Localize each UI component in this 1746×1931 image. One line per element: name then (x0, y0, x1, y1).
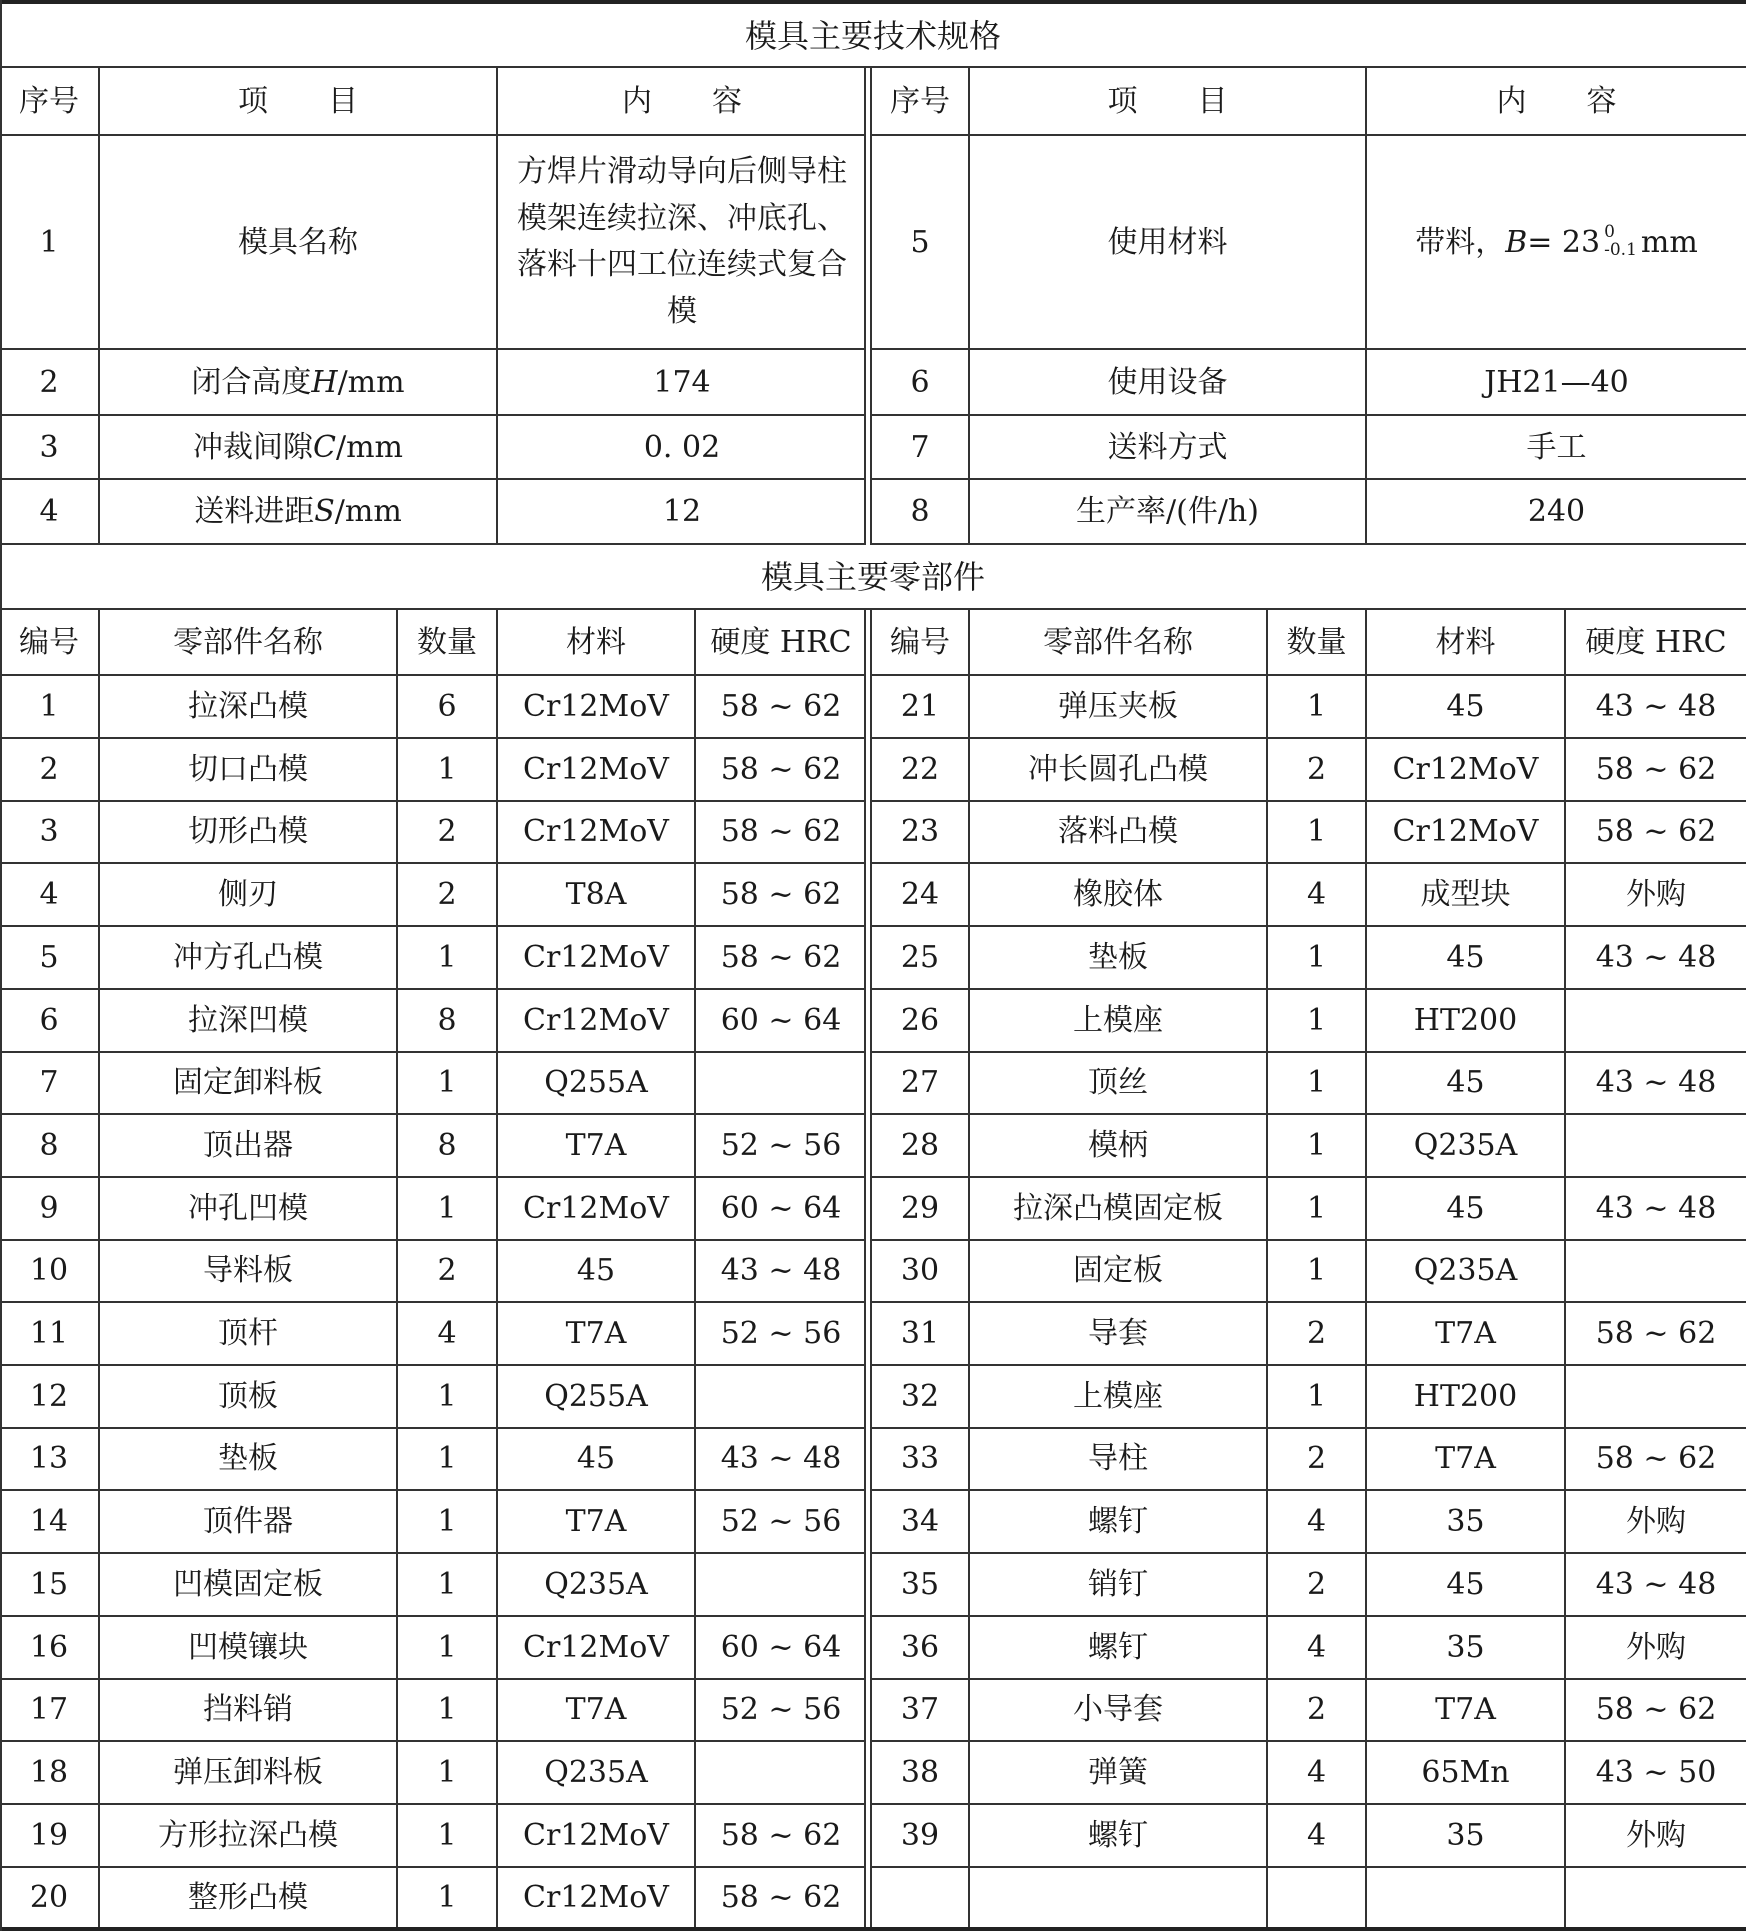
parts-cell: 外购 (1566, 1617, 1746, 1680)
parts-cell: 垫板 (970, 927, 1268, 990)
spec-header-cell: 内 容 (1367, 68, 1746, 136)
material-unit: mm (1640, 224, 1698, 260)
parts-cell: 1 (398, 1617, 498, 1680)
parts-cell: 6 (398, 676, 498, 739)
parts-cell: 35 (872, 1554, 970, 1617)
parts-cell: T7A (498, 1115, 696, 1178)
parts-cell: 导套 (970, 1303, 1268, 1366)
spec-value: 174 (498, 350, 866, 416)
spec-header-cell: 序号 (872, 68, 970, 136)
material-prefix: 带料， (1415, 224, 1506, 260)
parts-cell: 39 (872, 1805, 970, 1868)
parts-cell: 58 ~ 62 (696, 864, 866, 927)
parts-cell: 17 (0, 1679, 100, 1742)
parts-cell: 43 ~ 48 (1566, 676, 1746, 739)
parts-cell: Cr12MoV (498, 1867, 696, 1927)
parts-cell (1367, 1867, 1566, 1927)
spec-header-cell: 项 目 (100, 68, 498, 136)
parts-cell: 60 ~ 64 (696, 1617, 866, 1680)
parts-cell: 65Mn (1367, 1742, 1566, 1805)
parts-cell: 弹簧 (970, 1742, 1268, 1805)
parts-cell: 35 (1367, 1617, 1566, 1680)
spec-item: 模具名称 (100, 136, 498, 350)
parts-cell: 26 (872, 990, 970, 1053)
parts-cell: HT200 (1367, 990, 1566, 1053)
parts-cell: 36 (872, 1617, 970, 1680)
parts-cell: 弹压卸料板 (100, 1742, 398, 1805)
parts-cell: 45 (1367, 1178, 1566, 1241)
parts-cell: 外购 (1566, 1805, 1746, 1868)
parts-header-cell: 零部件名称 (970, 610, 1268, 676)
parts-cell: 43 ~ 48 (1566, 1554, 1746, 1617)
spec-value: JH21—40 (1367, 350, 1746, 416)
parts-cell: 18 (0, 1742, 100, 1805)
parts-cell (1268, 1867, 1367, 1927)
parts-cell: 2 (1268, 1303, 1367, 1366)
parts-cell (1566, 1115, 1746, 1178)
parts-cell: 弹压夹板 (970, 676, 1268, 739)
parts-cell: 固定卸料板 (100, 1052, 398, 1115)
parts-cell: 方形拉深凸模 (100, 1805, 398, 1868)
parts-cell: 12 (0, 1366, 100, 1429)
parts-cell: 外购 (1566, 1491, 1746, 1554)
parts-cell: 10 (0, 1240, 100, 1303)
spec-header-cell: 序号 (0, 68, 100, 136)
parts-header-cell: 编号 (0, 610, 100, 676)
parts-cell: 外购 (1566, 864, 1746, 927)
parts-cell: 8 (398, 990, 498, 1053)
parts-cell: 凹模镶块 (100, 1617, 398, 1680)
parts-cell: Q255A (498, 1052, 696, 1115)
parts-cell: 2 (0, 739, 100, 802)
tolerance-upper: 0 (1604, 222, 1615, 243)
parts-header-cell: 材料 (498, 610, 696, 676)
spec-row-number: 4 (0, 480, 100, 545)
parts-cell: 8 (398, 1115, 498, 1178)
parts-cell: 上模座 (970, 990, 1268, 1053)
parts-cell: Cr12MoV (1367, 739, 1566, 802)
parts-cell: 25 (872, 927, 970, 990)
parts-cell: Q235A (498, 1742, 696, 1805)
parts-cell: T7A (1367, 1679, 1566, 1742)
parts-column-divider (864, 610, 872, 1927)
parts-cell: 顶板 (100, 1366, 398, 1429)
parts-cell: 43 ~ 48 (696, 1240, 866, 1303)
parts-cell: 1 (398, 1052, 498, 1115)
parts-cell: 6 (0, 990, 100, 1053)
parts-cell: 4 (1268, 864, 1367, 927)
parts-cell: 4 (1268, 1491, 1367, 1554)
parts-cell: 上模座 (970, 1366, 1268, 1429)
parts-header-cell: 硬度 HRC (1566, 610, 1746, 676)
parts-cell: 冲方孔凸模 (100, 927, 398, 990)
spec-header-cell: 项 目 (970, 68, 1367, 136)
parts-cell: Cr12MoV (498, 676, 696, 739)
parts-cell: T7A (498, 1679, 696, 1742)
parts-cell: 顶杆 (100, 1303, 398, 1366)
parts-cell: 58 ~ 62 (1566, 1428, 1746, 1491)
spec-header-cell: 内 容 (498, 68, 866, 136)
parts-cell: 凹模固定板 (100, 1554, 398, 1617)
parts-cell: 8 (0, 1115, 100, 1178)
spec-value: 240 (1367, 480, 1746, 545)
parts-cell: 2 (1268, 739, 1367, 802)
parts-cell: 1 (398, 1178, 498, 1241)
parts-cell: 43 ~ 48 (1566, 927, 1746, 990)
parts-cell: 1 (1268, 927, 1367, 990)
parts-cell: 52 ~ 56 (696, 1679, 866, 1742)
parts-cell: 58 ~ 62 (720, 1879, 842, 1915)
parts-header-cell: 数量 (1268, 610, 1367, 676)
parts-cell (696, 1052, 866, 1115)
parts-cell: 螺钉 (970, 1617, 1268, 1680)
parts-cell: 2 (398, 801, 498, 864)
parts-cell: 螺钉 (970, 1805, 1268, 1868)
parts-cell: 4 (1268, 1805, 1367, 1868)
parts-cell (1566, 1240, 1746, 1303)
parts-cell: 橡胶体 (970, 864, 1268, 927)
parts-cell: 成型块 (1367, 864, 1566, 927)
parts-cell: 1 (398, 1867, 498, 1927)
parts-cell: 38 (872, 1742, 970, 1805)
parts-cell: 1 (1268, 676, 1367, 739)
parts-cell: 顶件器 (100, 1491, 398, 1554)
spec-item-variable: C (313, 429, 336, 465)
parts-cell: Q255A (498, 1366, 696, 1429)
parts-cell: 螺钉 (970, 1491, 1268, 1554)
parts-cell: 1 (1268, 1366, 1367, 1429)
parts-cell: 冲孔凹模 (100, 1178, 398, 1241)
parts-cell: 拉深凸模 (100, 676, 398, 739)
spec-title: 模具主要技术规格 (744, 17, 1001, 55)
parts-cell: Cr12MoV (498, 801, 696, 864)
parts-cell: 1 (398, 1428, 498, 1491)
parts-cell: 1 (1268, 1052, 1367, 1115)
parts-cell (1566, 990, 1746, 1053)
parts-cell: Cr12MoV (498, 927, 696, 990)
parts-cell: 拉深凹模 (100, 990, 398, 1053)
tolerance (1604, 224, 1637, 260)
parts-cell: 顶丝 (970, 1052, 1268, 1115)
parts-cell: Cr12MoV (498, 1805, 696, 1868)
parts-cell: 13 (0, 1428, 100, 1491)
parts-cell (696, 1742, 866, 1805)
spec-item (100, 350, 498, 416)
parts-cell: 垫板 (100, 1428, 398, 1491)
spec-value-material (1367, 136, 1746, 350)
parts-cell: 4 (0, 864, 100, 927)
parts-cell: 34 (872, 1491, 970, 1554)
parts-cell: 挡料销 (100, 1679, 398, 1742)
spec-item: 生产率/(件/h) (970, 480, 1367, 545)
material-width-value: = 23 (1527, 224, 1601, 260)
parts-cell: 52 ~ 56 (696, 1303, 866, 1366)
parts-cell: 1 (1268, 801, 1367, 864)
parts-cell: T7A (1367, 1428, 1566, 1491)
parts-cell: 23 (872, 801, 970, 864)
parts-cell: 58 ~ 62 (696, 676, 866, 739)
parts-cell: 1 (398, 739, 498, 802)
parts-cell: 45 (1367, 1554, 1566, 1617)
spec-row-number: 1 (0, 136, 100, 350)
parts-cell: 1 (1268, 1115, 1367, 1178)
parts-cell: 小导套 (970, 1679, 1268, 1742)
parts-cell: 5 (0, 927, 100, 990)
parts-cell: 2 (1268, 1554, 1367, 1617)
parts-cell: 整形凸模 (100, 1867, 398, 1927)
parts-cell: 52 ~ 56 (696, 1491, 866, 1554)
parts-cell: Q235A (498, 1554, 696, 1617)
parts-cell: 58 ~ 62 (1566, 1679, 1746, 1742)
spec-column-divider (864, 68, 872, 545)
parts-cell (1566, 1867, 1746, 1927)
parts-cell: 1 (1268, 1178, 1367, 1241)
parts-cell: 3 (0, 801, 100, 864)
spec-row-number: 2 (0, 350, 100, 416)
parts-cell: 22 (872, 739, 970, 802)
parts-cell: 19 (0, 1805, 100, 1868)
parts-cell: 2 (1268, 1679, 1367, 1742)
spec-row-number: 5 (872, 136, 970, 350)
parts-cell: 24 (872, 864, 970, 927)
parts-cell: 58 ~ 62 (1566, 1303, 1746, 1366)
parts-cell (970, 1867, 1268, 1927)
parts-cell: 27 (872, 1052, 970, 1115)
parts-cell: 4 (398, 1303, 498, 1366)
parts-cell: 31 (872, 1303, 970, 1366)
parts-cell: 45 (1367, 676, 1566, 739)
spec-value: 0. 02 (498, 416, 866, 480)
parts-cell: 28 (872, 1115, 970, 1178)
parts-cell: 60 ~ 64 (696, 1178, 866, 1241)
spec-item-unit: /mm (334, 494, 402, 529)
parts-cell: 29 (872, 1178, 970, 1241)
spec-item-variable: H (311, 364, 338, 400)
parts-cell (1566, 1366, 1746, 1429)
spec-item (100, 416, 498, 480)
parts-cell: Cr12MoV (498, 739, 696, 802)
spec-item-unit: /mm (335, 429, 403, 465)
parts-cell: 1 (0, 676, 100, 739)
spec-item-label: 冲裁间隙 (193, 429, 313, 465)
spec-row-number: 7 (872, 416, 970, 480)
spec-row-number: 6 (872, 350, 970, 416)
parts-cell (872, 1867, 970, 1927)
parts-cell: 落料凸模 (970, 801, 1268, 864)
parts-cell: 固定板 (970, 1240, 1268, 1303)
parts-cell: 45 (498, 1240, 696, 1303)
parts-cell: T7A (1367, 1303, 1566, 1366)
parts-cell: Cr12MoV (498, 990, 696, 1053)
parts-cell: 2 (398, 1240, 498, 1303)
parts-cell (696, 1366, 866, 1429)
spec-row-number: 8 (872, 480, 970, 545)
parts-cell: 43 ~ 48 (696, 1428, 866, 1491)
parts-cell: 45 (1367, 927, 1566, 990)
parts-cell: 2 (398, 864, 498, 927)
parts-cell: 1 (398, 1491, 498, 1554)
parts-cell: 43 ~ 48 (1566, 1052, 1746, 1115)
parts-cell: T8A (498, 864, 696, 927)
parts-cell: 45 (498, 1428, 696, 1491)
tolerance-lower: -0.1 (1604, 240, 1637, 260)
parts-cell: T7A (498, 1303, 696, 1366)
parts-cell: 20 (0, 1867, 100, 1927)
parts-cell: 切口凸模 (100, 739, 398, 802)
parts-cell: 1 (398, 1366, 498, 1429)
parts-cell: 58 ~ 62 (1566, 801, 1746, 864)
parts-cell: 45 (1367, 1052, 1566, 1115)
parts-header-cell: 硬度 HRC (696, 610, 866, 676)
spec-item-variable: S (314, 494, 335, 529)
parts-cell: Cr12MoV (1367, 801, 1566, 864)
spec-item (100, 480, 498, 545)
parts-cell: 冲长圆孔凸模 (970, 739, 1268, 802)
parts-cell: 4 (1268, 1617, 1367, 1680)
parts-cell: 1 (1268, 990, 1367, 1053)
parts-cell: 9 (0, 1178, 100, 1241)
parts-cell: 1 (398, 1742, 498, 1805)
bottom-rule (0, 1927, 1746, 1931)
parts-cell: 30 (872, 1240, 970, 1303)
spec-value: 手工 (1367, 416, 1746, 480)
spec-item-unit: /mm (337, 364, 405, 400)
parts-cell: 58 ~ 62 (696, 1805, 866, 1868)
parts-cell: 拉深凸模固定板 (970, 1178, 1268, 1241)
parts-cell: 52 ~ 56 (696, 1115, 866, 1178)
parts-cell: 4 (1268, 1742, 1367, 1805)
spec-item: 使用材料 (970, 136, 1367, 350)
parts-cell: 35 (1367, 1805, 1566, 1868)
parts-cell: 43 ~ 50 (1566, 1742, 1746, 1805)
parts-cell: 导柱 (970, 1428, 1268, 1491)
parts-cell: 14 (0, 1491, 100, 1554)
parts-cell: 导料板 (100, 1240, 398, 1303)
spec-value: 方焊片滑动导向后侧导柱模架连续拉深、冲底孔、落料十四工位连续式复合模 (498, 136, 866, 350)
parts-cell: 16 (0, 1617, 100, 1680)
parts-header-cell: 零部件名称 (100, 610, 398, 676)
spec-value: 12 (498, 480, 866, 545)
parts-cell (696, 1554, 866, 1617)
spec-item: 使用设备 (970, 350, 1367, 416)
parts-cell: 21 (872, 676, 970, 739)
parts-cell: 11 (0, 1303, 100, 1366)
material-width-variable: B (1505, 224, 1528, 260)
spec-row-number: 3 (0, 416, 100, 480)
parts-cell: 顶出器 (100, 1115, 398, 1178)
parts-header-cell: 编号 (872, 610, 970, 676)
parts-cell: 侧刃 (100, 864, 398, 927)
parts-cell: 37 (872, 1679, 970, 1742)
parts-cell: 35 (1367, 1491, 1566, 1554)
parts-cell: HT200 (1367, 1366, 1566, 1429)
parts-cell: 销钉 (970, 1554, 1268, 1617)
parts-cell: 切形凸模 (100, 801, 398, 864)
parts-cell: 32 (872, 1366, 970, 1429)
parts-cell: T7A (498, 1491, 696, 1554)
parts-cell: 58 ~ 62 (696, 801, 866, 864)
parts-cell: 1 (398, 1805, 498, 1868)
parts-cell: 43 ~ 48 (1566, 1178, 1746, 1241)
parts-cell: 15 (0, 1554, 100, 1617)
parts-cell: 60 ~ 64 (696, 990, 866, 1053)
parts-cell: Q235A (1367, 1115, 1566, 1178)
parts-cell: 58 ~ 62 (696, 927, 866, 990)
parts-cell: Cr12MoV (498, 1178, 696, 1241)
parts-header-cell: 数量 (398, 610, 498, 676)
parts-cell: 1 (1268, 1240, 1367, 1303)
spec-item-label: 送料进距 (194, 494, 315, 529)
parts-cell: Cr12MoV (498, 1617, 696, 1680)
parts-cell: 33 (872, 1428, 970, 1491)
parts-cell: 1 (398, 1679, 498, 1742)
parts-cell: 7 (0, 1052, 100, 1115)
top-rule (0, 0, 1746, 4)
parts-cell: 58 ~ 62 (696, 739, 866, 802)
parts-cell: 1 (398, 1554, 498, 1617)
spec-item: 送料方式 (970, 416, 1367, 480)
parts-title: 模具主要零部件 (760, 558, 985, 596)
spec-item-label: 闭合高度 (191, 364, 312, 400)
parts-cell: 58 ~ 62 (1566, 739, 1746, 802)
parts-cell: 2 (1268, 1428, 1367, 1491)
parts-cell: 模柄 (970, 1115, 1268, 1178)
parts-cell: 1 (398, 927, 498, 990)
parts-cell: Q235A (1367, 1240, 1566, 1303)
parts-header-cell: 材料 (1367, 610, 1566, 676)
